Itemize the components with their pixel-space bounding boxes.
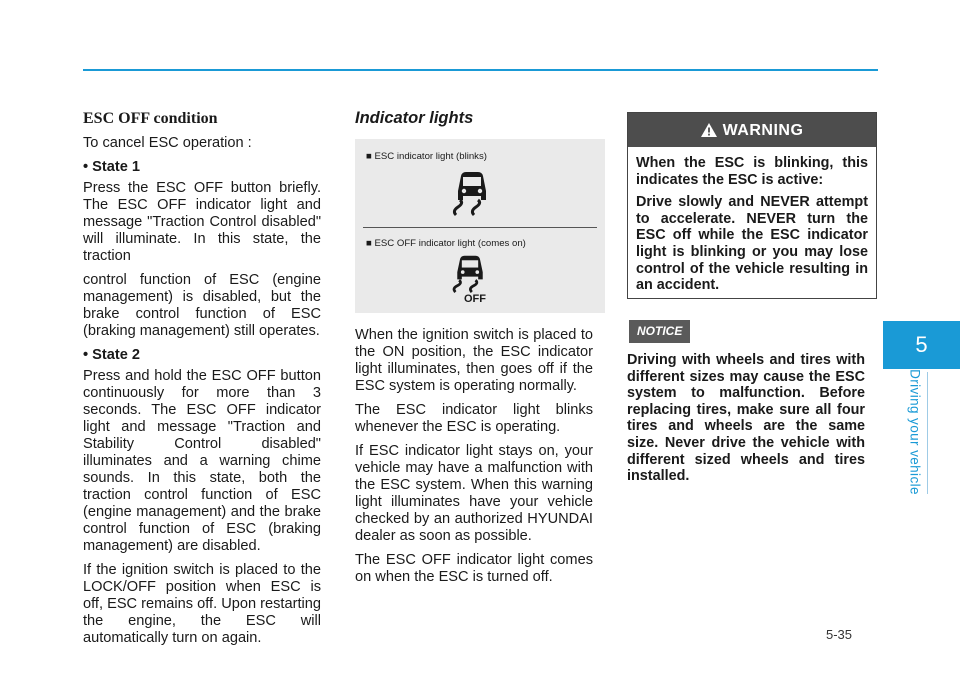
chapter-title-vertical	[907, 369, 923, 495]
off-label: OFF	[464, 293, 486, 305]
indicator-paragraph-1: When the ignition switch is placed to the ON position, the ESC indicator light illuminates, then goes off if the ESC system is operating normally.	[355, 327, 593, 394]
section-heading-esc-off: ESC OFF condition	[83, 110, 218, 127]
page-number: 5-35	[826, 627, 853, 642]
intro-text: To cancel ESC operation :	[83, 135, 252, 151]
column-indicator-lights	[355, 108, 593, 593]
column-esc-off	[83, 108, 321, 654]
indicator-panel	[355, 139, 605, 313]
side-tab-line	[927, 372, 928, 494]
warning-paragraph-2: Drive slowly and NEVER attempt to accelerate. NEVER turn the ESC off while the ESC indicator light is blinking or you may lose control of the vehicle resulting in an accident.	[636, 194, 868, 294]
indicator-paragraph-4: The ESC OFF indicator light comes on when the ESC is turned off.	[355, 552, 593, 585]
warning-paragraph-1: When the ESC is blinking, this indicates the ESC is active:	[636, 155, 868, 188]
notice-badge: NOTICE	[629, 320, 690, 343]
state1-title: • State 1	[83, 159, 141, 175]
esc-off-skid-icon	[450, 252, 490, 294]
warning-header	[628, 113, 876, 147]
warning-box	[627, 112, 877, 299]
esc-skid-icon	[450, 167, 494, 217]
indicator-separator	[363, 227, 597, 228]
warning-body	[628, 147, 876, 294]
indicator-paragraph-3: If ESC indicator light stays on, your vehicle may have a malfunction with the ESC system. When this warning light illuminates have your vehicle checked by an authorized HYUNDAI dealer as soon as possible.	[355, 443, 593, 544]
state1-paragraph-2: control function of ESC (engine management) is disabled, but the brake control function of ESC (braking management) still operates.	[83, 272, 321, 339]
chapter-title: Driving your vehicle	[907, 369, 923, 495]
section-heading-indicator-lights: Indicator lights	[355, 109, 474, 127]
indicator-paragraph-2: The ESC indicator light blinks whenever the ESC is operating.	[355, 402, 593, 435]
warning-triangle-icon	[701, 123, 717, 137]
column-warning-notice	[627, 112, 868, 485]
indicator2-label: ■ ESC OFF indicator light (comes on)	[366, 238, 526, 249]
notice-text: Driving with wheels and tires with different sizes may cause the ESC system to malfunction. Before replacing tires, make sure all four tires and wheels are the same size. Never drive the vehicle with different sized wheels and tires installed.	[627, 352, 865, 485]
top-rule	[83, 69, 878, 71]
state2-paragraph-2: If the ignition switch is placed to the LOCK/OFF position when ESC is off, ESC remains off. Upon restarting the engine, the ESC will automatically turn on again.	[83, 562, 321, 646]
indicator1-label: ■ ESC indicator light (blinks)	[366, 151, 487, 162]
state2-title: • State 2	[83, 347, 141, 363]
warning-title: WARNING	[722, 121, 804, 139]
chapter-number-tab: 5	[883, 321, 960, 369]
state2-paragraph-1: Press and hold the ESC OFF button continuously for more than 3 seconds. The ESC OFF indicator light and message "Traction and Stability Control disabled" illuminates and a warning chime sounds. In this state, both the traction control function of ESC (engine management) and the brake control function of ESC (braking management) are disabled.	[83, 368, 321, 554]
state1-paragraph-1: Press the ESC OFF button briefly. The ESC OFF indicator light and message "Traction Control disabled" will illuminate. In this state, the traction	[83, 180, 321, 264]
